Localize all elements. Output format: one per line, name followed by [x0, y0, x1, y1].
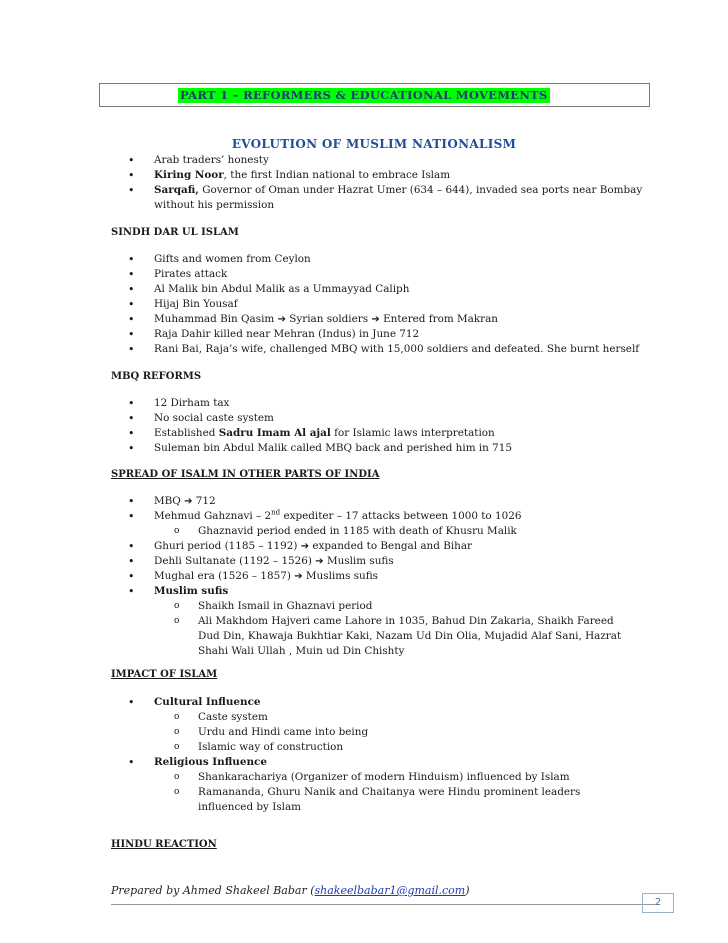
list-item: • No social caste system	[128, 411, 668, 426]
footer-credit: Prepared by Ahmed Shakeel Babar (shakeelbabar1@gmail.com)	[111, 884, 470, 897]
list-item: • Religious Influence o Shankarachariya (Organizer of modern Hinduism) influenced by Islam o Ramananda, Ghuru Nanik and Chaitanya were Hindu prominent leaders influenced by Islam	[128, 755, 668, 815]
section-heading-spread: SPREAD OF ISALM IN OTHER PARTS OF INDIA	[111, 469, 380, 480]
sub-list-item: o Shaikh Ismail in Ghaznavi period	[154, 599, 668, 614]
list-item: • Kiring Noor, the first Indian national to embrace Islam	[128, 168, 668, 183]
sub-list-item: o Ghaznavid period ended in 1185 with death of Khusru Malik	[154, 524, 668, 539]
list-item: • Dehli Sultanate (1192 – 1526) ➔ Muslim sufis	[128, 554, 668, 569]
list-item: • Arab traders’ honesty	[128, 153, 668, 168]
arrow-right-icon: ➔	[371, 314, 380, 325]
list-item: • Suleman bin Abdul Malik called MBQ back and perished him in 715	[128, 441, 668, 456]
list-item: • Pirates attack	[128, 267, 668, 282]
sub-list-item: o Islamic way of construction	[154, 740, 668, 755]
arrow-right-icon: ➔	[300, 541, 310, 552]
page-number: 2	[642, 893, 674, 913]
list-item: • Mughal era (1526 – 1857) ➔ Muslims sufis	[128, 569, 668, 584]
list-item: • MBQ ➔ 712	[128, 494, 668, 509]
list-item: • Ghuri period (1185 – 1192) ➔ expanded to Bengal and Bihar	[128, 539, 668, 554]
section-heading-hindu: HINDU REACTION	[111, 839, 217, 850]
list-item: • Sarqafi, Governor of Oman under Hazrat Umer (634 – 644), invaded sea ports near Bombay without his permission	[128, 183, 668, 213]
arrow-right-icon: ➔	[294, 571, 303, 582]
section-heading-impact: IMPACT OF ISLAM	[111, 669, 218, 680]
arrow-right-icon: ➔	[315, 556, 324, 567]
section-heading-sindh: SINDH DAR UL ISLAM	[111, 227, 239, 238]
sindh-list	[128, 252, 668, 357]
sub-list-item: o Caste system	[154, 710, 668, 725]
page-title: EVOLUTION OF MUSLIM NATIONALISM	[231, 137, 517, 151]
spread-list	[128, 494, 668, 659]
sub-list-item: o Ramananda, Ghuru Nanik and Chaitanya were Hindu prominent leaders influenced by Islam	[154, 785, 668, 815]
impact-list	[128, 695, 668, 815]
list-item: • Al Malik bin Abdul Malik as a Ummayyad Caliph	[128, 282, 668, 297]
footer-divider	[111, 904, 659, 905]
sub-list-item: o Shankarachariya (Organizer of modern Hinduism) influenced by Islam	[154, 770, 668, 785]
section-heading-mbq: MBQ REFORMS	[111, 371, 202, 382]
list-item: • Muslim sufis o Shaikh Ismail in Ghaznavi period o Ali Makhdom Hajveri came Lahore in 1035, Bahud Din Zakaria, Shaikh Fareed Dud Din, Khawaja Bukhtiar Kaki, Nazam Ud Din Olia, Mujadid Alaf Sani, Hazrat Shahi Wali Ullah , Muin ud Din Chishty	[128, 584, 668, 659]
sub-list-item: o Urdu and Hindi came into being	[154, 725, 668, 740]
list-item: • Mehmud Gahznavi – 2nd expediter – 17 attacks between 1000 to 1026 o Ghaznavid period ended in 1185 with death of Khusru Malik	[128, 509, 668, 539]
list-item: • Hijaj Bin Yousaf	[128, 297, 668, 312]
banner-text: PART 1 – REFORMERS & EDUCATIONAL MOVEMENTS	[180, 88, 548, 102]
list-item: • Established Sadru Imam Al ajal for Islamic laws interpretation	[128, 426, 668, 441]
sub-list-item: o Ali Makhdom Hajveri came Lahore in 1035, Bahud Din Zakaria, Shaikh Fareed Dud Din, Khawaja Bukhtiar Kaki, Nazam Ud Din Olia, Mujadid Alaf Sani, Hazrat Shahi Wali Ullah , Muin ud Din Chishty	[154, 614, 668, 659]
email-link[interactable]: shakeelbabar1@gmail.com	[314, 884, 466, 897]
part-banner	[99, 83, 650, 107]
list-item: • 12 Dirham tax	[128, 396, 668, 411]
list-item: • Muhammad Bin Qasim ➔ Syrian soldiers ➔ Entered from Makran	[128, 312, 668, 327]
list-item: • Rani Bai, Raja’s wife, challenged MBQ with 15,000 soldiers and defeated. She burnt herself	[128, 342, 668, 357]
intro-list	[128, 153, 668, 213]
list-item: • Raja Dahir killed near Mehran (Indus) in June 712	[128, 327, 668, 342]
arrow-right-icon: ➔	[184, 496, 193, 507]
mbq-list	[128, 396, 668, 456]
arrow-right-icon: ➔	[277, 314, 286, 325]
list-item: • Cultural Influence o Caste system o Urdu and Hindi came into being o Islamic way of construction	[128, 695, 668, 755]
list-item: • Gifts and women from Ceylon	[128, 252, 668, 267]
